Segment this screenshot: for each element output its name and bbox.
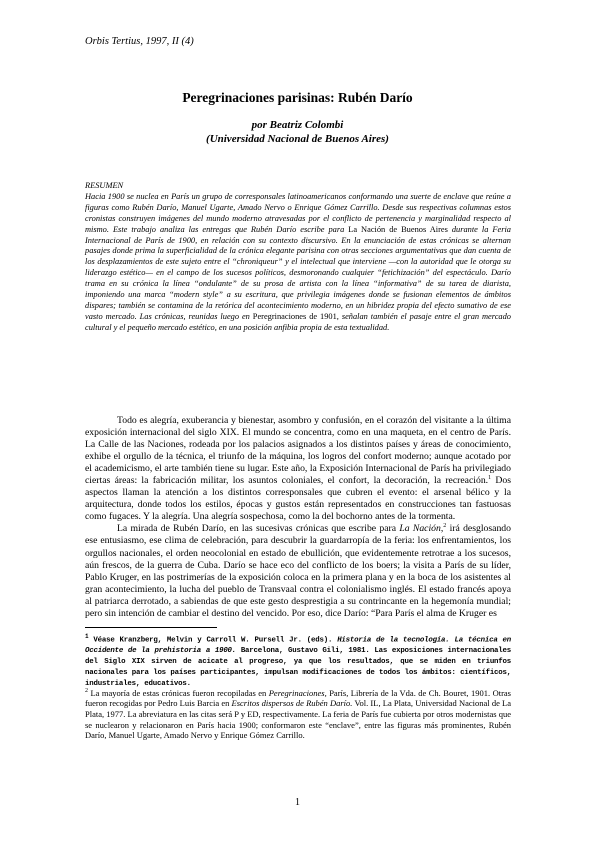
abstract xyxy=(85,181,511,334)
footnote-1-b: Barcelona, Gustavo Gili, 1981. Las exposiciones internacionales del Siglo XIX sirven de acicate al progreso, ya que los resultados, que se miden en triunfos nacionales para los países participantes, impulsan modificaciones de todos los ámbitos: científicos, industriales, educativos. xyxy=(85,647,511,689)
paragraph-2: La mirada de Rubén Darío, en las sucesivas crónicas que escribe para La Nación,$^2$ irá desglosando ese entusiasmo, ese clima de celebración, para descubrir la guardarropía de la feria: los enfrentamientos, los orgullos nacionales, el orden neocolonial en estado de ebullición, que evidentemente retrotrae a los sucesos, aún frescos, de la guerra de Cuba. Darío se hace eco del conflicto de los boers; la visita a París de su líder, Pablo Kruger, en las postrimerías de la exposición coloca en la primera plana y en la boca de los asistentes al gran acontecimiento, la lucha del pueblo de Transvaal contra el colonialismo inglés. El estado francés apoya al patriarca derrotado, a sabiendas de que este gesto desprestigia a su contrincante en la hegemonía mundial; pero sin intención de cambiar el destino del vencido. Por eso, dice Darío: “Para París el alma de Kruger es xyxy=(85,523,511,619)
author-block xyxy=(0,118,595,146)
footnote-2-italic: Peregrinaciones, xyxy=(268,687,327,698)
footnote-2 xyxy=(85,686,511,741)
abstract-text-2: durante la Feria Internacional de París de 1900, en relación con su contexto discursivo. En la enunciación de estas crónicas se alternan pasajes donde prima la superficialidad de la crónica elegante parisina con otras secciones argumentativas que dan cuenta de los desplazamientos de este sujeto entre el “chroniqueur” y el intelectual que interviene —con la autoridad que le otorga su liderazgo estético— en el campo de los sucesos políticos, desmoronando cualquier “fetichización” del espectáculo. Darío trama en su crónica la línea “ondulante” de su prosa de artista con la línea “informativa” de su tarea de diarista, imponiendo una marca “modern style” a su escritura, que privilegia imágenes donde se fusionan elementos de ámbitos dispares; también se contamina de la retórica del acontecimiento moderno, en un hibridez propia del efecto sumativo de ese vasto mercado. Las crónicas, reunidas luego en xyxy=(85,224,511,321)
footnote-ref-2[interactable]: 2 xyxy=(443,523,447,530)
body-text xyxy=(85,415,511,620)
paragraph-1-b: Dos aspectos llaman la atención a los distintos corresponsales que cubren el evento: el arsenal bélico y la arquitectura, donde todos los estilos, épocas y gustos están representados en construcciones tan fastuosas como fugaces. Y la alegría. Una alegría sospechosa, como la del bochorno antes de la tormenta. xyxy=(85,475,511,523)
footnote-1-number: 1 xyxy=(85,633,89,640)
abstract-upright-2: Peregrinaciones de 1901 xyxy=(252,311,337,321)
footnote-2-a: La mayoría de estas crónicas fueron recopiladas en xyxy=(88,687,269,698)
journal-header xyxy=(85,36,194,47)
article-title: Peregrinaciones parisinas: Rubén Darío xyxy=(182,90,413,105)
paragraph-2-italic: La Nación xyxy=(399,523,441,535)
footnote-2-c: Vol. IL, La Plata, Universidad Nacional de La Plata, 1977. La abreviatura en las citas será P y ED, respectivamente. La feria de París fue cubierta por otros modernistas que se nuclearon y relacionaron en París hacia 1900; conformaron este “enclave”, entre las figuras más prominentes, Rubén Darío, Manuel Ugarte, Amado Nervo y Enrique Gómez Carrillo. xyxy=(85,698,511,741)
author-name: por Beatriz Colombi xyxy=(251,119,344,131)
footnote-2-number: 2 xyxy=(85,688,88,694)
abstract-upright-1: La Nación de Buenos Aires xyxy=(348,224,448,234)
abstract-text-1: Hacia 1900 se nuclea en París un grupo de corresponsales latinoamericanos conformando una suerte de enclave que reúne a figuras como Rubén Darío, Manuel Ugarte, Amado Nervo o Enrique Gómez Carrillo. Desde sus respectivas columnas estos cronistas construyen imágenes del mundo moderno atravesadas por el conflicto de pertenencia y marginalidad respecto al mismo. Este trabajo analiza las entregas que Rubén Darío escribe para xyxy=(85,191,511,234)
journal-issue: , 1997, II (4) xyxy=(140,36,194,47)
footnote-2-italic-2: Escritos dispersos de Rubén Darío. xyxy=(231,698,353,709)
paragraph-2-a: La mirada de Rubén Darío, en las sucesivas crónicas que escribe para xyxy=(117,523,400,535)
abstract-heading: RESUMEN xyxy=(85,181,124,190)
footnote-divider xyxy=(85,627,217,628)
footnote-2-b: París, Librería de la Vda. de Ch. Bouret, 1901. Otras fueron recogidas por Pedro Luis Barcia en xyxy=(85,687,511,709)
abstract-text-3: , señalan también el pasaje entre el gran mercado cultural y el pequeño mercado estético, en una posición anfibia propia de esta textualidad. xyxy=(85,311,511,332)
author-affiliation: (Universidad Nacional de Buenos Aires) xyxy=(206,133,389,145)
footnote-1-a: Véase Kranzberg, Melvin y Carroll W. Pursell Jr. (eds). xyxy=(93,636,338,645)
footnote-1-italic: Historia de la tecnología. La técnica en Occidente de la prehistoria a 1900. xyxy=(85,636,512,656)
paragraph-1 xyxy=(85,415,511,523)
footnote-ref-1[interactable]: 1 xyxy=(488,475,492,481)
paragraph-2-b: irá desglosando ese entusiasmo, ese clima de celebración, para descubrir la guardarropía de la feria: los enfrentamientos, los orgullos nacionales, el orden neocolonial en estado de ebullición, que evidentemente retrotrae a los sucesos, aún frescos, de la guerra de Cuba. Darío se hace eco del conflicto de los boers; la visita a París de su líder, Pablo Kruger, en las postrimerías de la exposición coloca en la primera plana y en la boca de los asistentes al gran acontecimiento, la lucha del pueblo de Transvaal contra el colonialismo inglés. El estado francés apoya al patriarca derrotado, a sabiendas de que este gesto desprestigia a su contrincante en la hegemonía mundial; pero sin intención de cambiar el destino del vencido. Por eso, dice Darío: “Para París el alma de Kruger es xyxy=(85,523,511,619)
journal-name: Orbis Tertius xyxy=(85,36,141,47)
footnote-1 xyxy=(85,632,511,690)
paragraph-1-a: Todo es alegría, exuberancia y bienestar, asombro y confusión, en el corazón del visitante a la última exposición internacional del siglo XIX. El mundo se concentra, como en una maqueta, en el centro de París. La Calle de las Naciones, rodeada por los palacios asignados a los distintos países y áreas de conocimiento, exhibe el orgullo de la técnica, el triunfo de la máquina, los logros del confort moderno; aunque acotado por el academicismo, el arte también tiene su lugar. Este año, la Exposición Internacional de París ha privilegiado ciertas áreas: la fabricación militar, los asuntos coloniales, el confort, la decoración, la recreación. xyxy=(85,415,511,487)
page-number: 1 xyxy=(295,797,300,808)
